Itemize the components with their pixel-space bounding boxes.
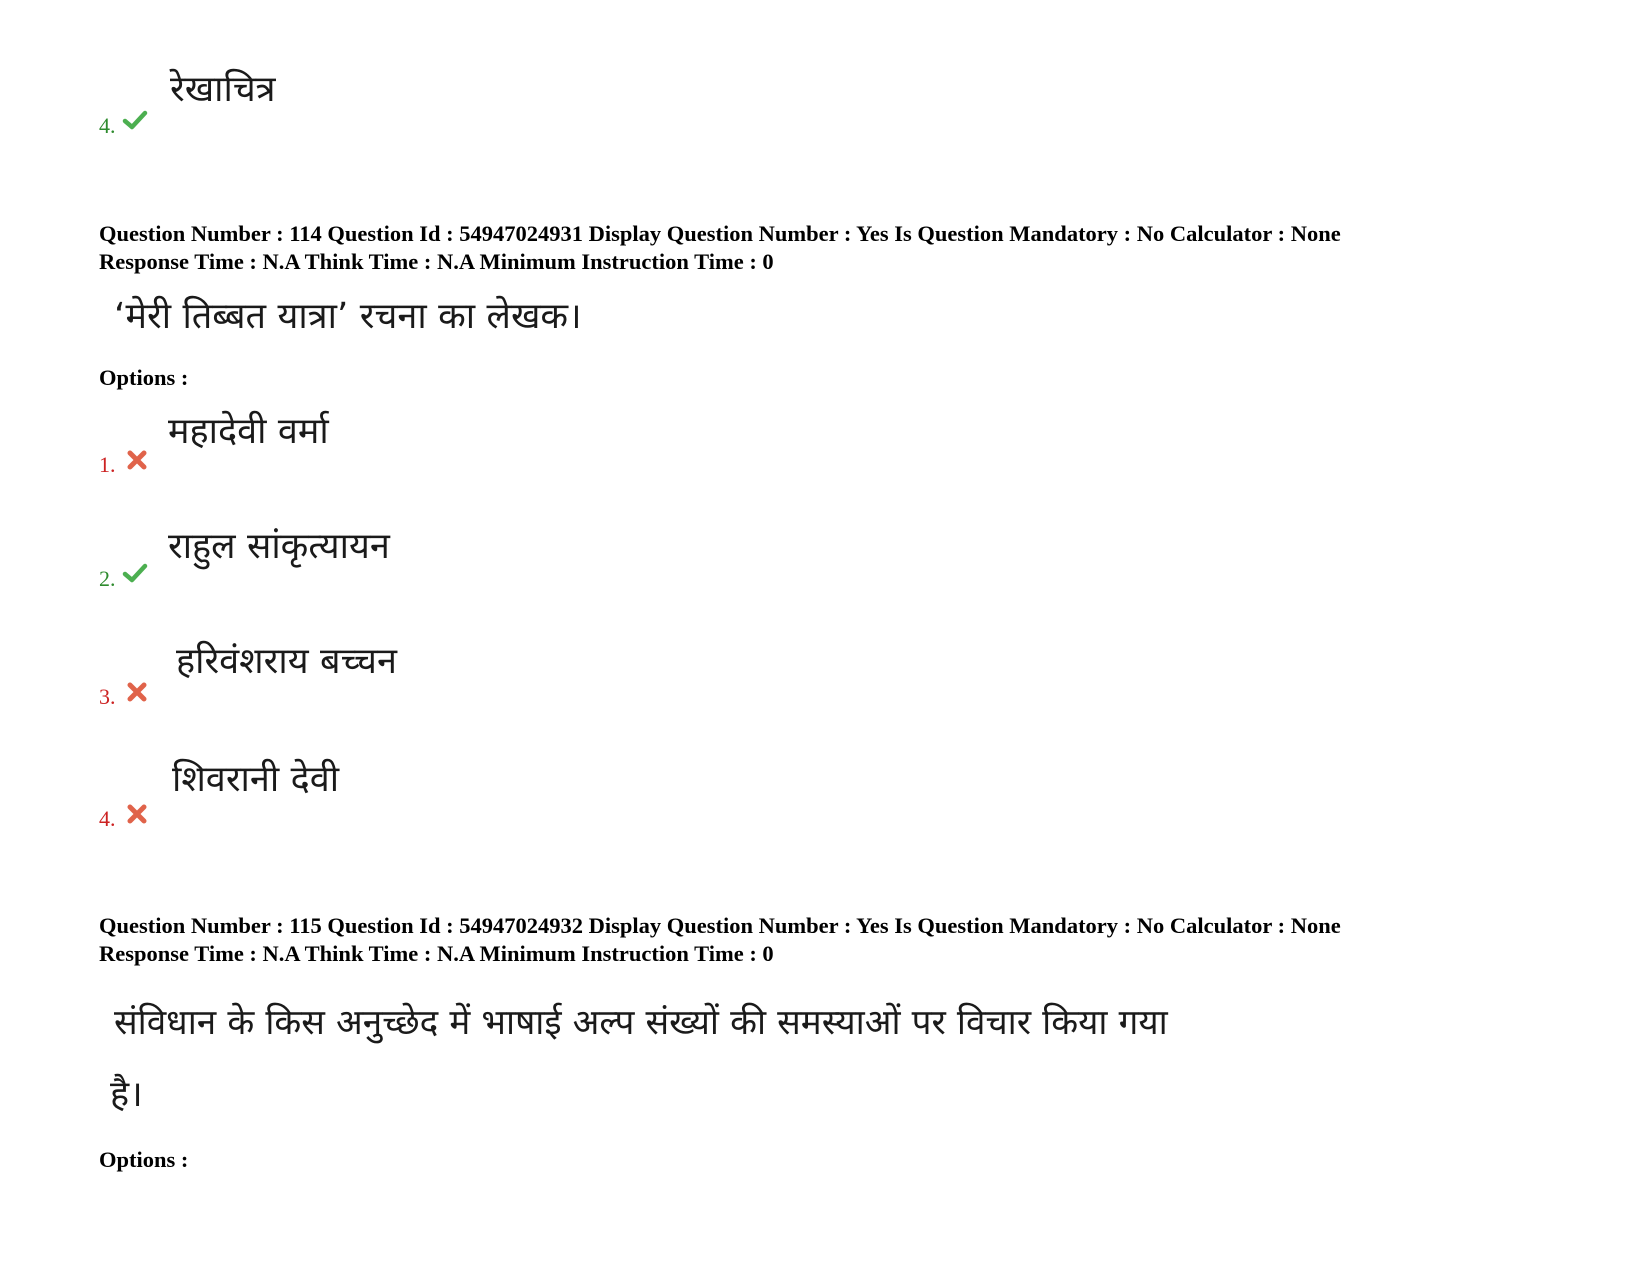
option-number: 4. xyxy=(99,113,116,138)
option-number: 3. xyxy=(99,684,116,709)
question-meta-line-1: Question Number : 115 Question Id : 54947024932 Display Question Number : Yes Is Question Mandatory : No Calculator : None xyxy=(99,913,1341,938)
option-text: शिवरानी देवी xyxy=(172,759,340,800)
question-meta-line-2: Response Time : N.A Think Time : N.A Minimum Instruction Time : 0 xyxy=(99,941,774,966)
option-text: रेखाचित्र xyxy=(170,69,276,110)
question-text-line-2: है। xyxy=(110,1074,143,1115)
option-text: राहुल सांकृत्यायन xyxy=(168,526,390,567)
options-label: Options : xyxy=(99,1147,189,1172)
question-text: ‘मेरी तिब्बत यात्रा’ रचना का लेखक। xyxy=(114,296,582,337)
option-text: महादेवी वर्मा xyxy=(168,411,329,452)
question-meta-line-2: Response Time : N.A Think Time : N.A Minimum Instruction Time : 0 xyxy=(99,249,774,274)
question-text-line-1: संविधान के किस अनुच्छेद में भाषाई अल्प संख्यों की समस्याओं पर विचार किया गया xyxy=(114,1003,1168,1043)
option-text: हरिवंशराय बच्चन xyxy=(176,641,397,682)
cross-icon xyxy=(124,447,150,473)
options-label: Options : xyxy=(99,365,189,390)
option-number: 1. xyxy=(99,452,116,477)
option-number: 2. xyxy=(99,566,116,591)
check-icon xyxy=(122,108,148,134)
check-icon xyxy=(122,561,148,587)
option-number: 4. xyxy=(99,806,116,831)
question-meta-line-1: Question Number : 114 Question Id : 54947024931 Display Question Number : Yes Is Question Mandatory : No Calculator : None xyxy=(99,221,1341,246)
cross-icon xyxy=(124,801,150,827)
cross-icon xyxy=(124,679,150,705)
